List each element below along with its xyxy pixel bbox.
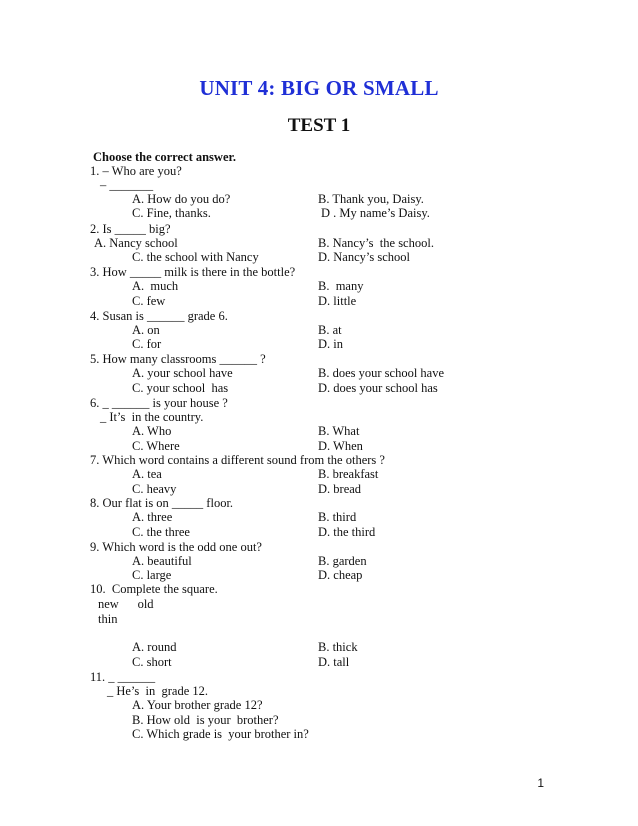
question-line: B. Thank you, Daisy. — [318, 192, 424, 206]
question-line: A. Who — [132, 424, 172, 438]
question-line: C. for — [132, 337, 162, 351]
question-line: A. beautiful — [132, 554, 192, 568]
question-line: – _______ — [100, 178, 154, 192]
question-line: 7. Which word contains a different sound from the others ? — [90, 453, 385, 467]
question-line: B. does your school have — [318, 366, 445, 380]
question-line: C. Fine, thanks. — [132, 206, 211, 220]
instruction-text: Choose the correct answer. — [93, 150, 237, 164]
question-line: D. tall — [318, 655, 350, 669]
question-line: D. does your school has — [318, 381, 438, 395]
question-line: A. round — [132, 640, 177, 654]
question-line: B. third — [318, 510, 357, 524]
question-line: _ It’s in the country. — [100, 410, 204, 424]
question-line: 3. How _____ milk is there in the bottle? — [90, 265, 296, 279]
page-title: UNIT 4: BIG OR SMALL — [199, 76, 439, 100]
question-line: C. short — [132, 655, 172, 669]
question-line: A. Your brother grade 12? — [132, 698, 263, 712]
question-line: D . My name’s Daisy. — [321, 206, 430, 220]
question-line: B. Nancy’s the school. — [318, 236, 434, 250]
question-line: D. bread — [318, 482, 362, 496]
question-line: C. the three — [132, 525, 190, 539]
question-line: A. your school have — [132, 366, 233, 380]
question-line: new old — [98, 597, 154, 611]
question-line: C. large — [132, 568, 172, 582]
question-line: 5. How many classrooms ______ ? — [90, 352, 266, 366]
question-line: B. breakfast — [318, 467, 379, 481]
question-line: D. little — [318, 294, 357, 308]
question-line: 11. _ ______ — [90, 670, 156, 684]
question-line: B. thick — [318, 640, 358, 654]
question-line: C. heavy — [132, 482, 177, 496]
question-line: A. How do you do? — [132, 192, 231, 206]
question-line: B. many — [318, 279, 364, 293]
question-line: 10. Complete the square. — [90, 582, 218, 596]
question-line: _ He’s in grade 12. — [107, 684, 209, 698]
question-line: C. few — [132, 294, 166, 308]
question-line: B. What — [318, 424, 360, 438]
question-line: 1. – Who are you? — [90, 164, 182, 178]
question-line: D. the third — [318, 525, 376, 539]
question-line: D. Nancy’s school — [318, 250, 410, 264]
question-line: D. When — [318, 439, 363, 453]
question-line: B. How old is your brother? — [132, 713, 279, 727]
question-line: 8. Our flat is on _____ floor. — [90, 496, 234, 510]
question-line: C. the school with Nancy — [132, 250, 259, 264]
question-line: A. much — [132, 279, 179, 293]
question-line: A. on — [132, 323, 160, 337]
question-line: 6. _ ______ is your house ? — [90, 396, 228, 410]
question-line: C. your school has — [132, 381, 229, 395]
question-line: A. three — [132, 510, 173, 524]
question-line: 4. Susan is ______ grade 6. — [90, 309, 228, 323]
question-line: C. Where — [132, 439, 180, 453]
question-line: A. tea — [132, 467, 162, 481]
test-subtitle: TEST 1 — [287, 115, 351, 136]
question-line: B. garden — [318, 554, 367, 568]
question-line: C. Which grade is your brother in? — [132, 727, 309, 741]
question-line: D. cheap — [318, 568, 363, 582]
question-line: B. at — [318, 323, 342, 337]
question-line: thin — [98, 612, 118, 626]
question-line: A. Nancy school — [94, 236, 178, 250]
question-line: 9. Which word is the odd one out? — [90, 540, 262, 554]
question-line: 2. Is _____ big? — [90, 222, 171, 236]
page-number: 1 — [537, 776, 544, 790]
question-line: D. in — [318, 337, 343, 351]
